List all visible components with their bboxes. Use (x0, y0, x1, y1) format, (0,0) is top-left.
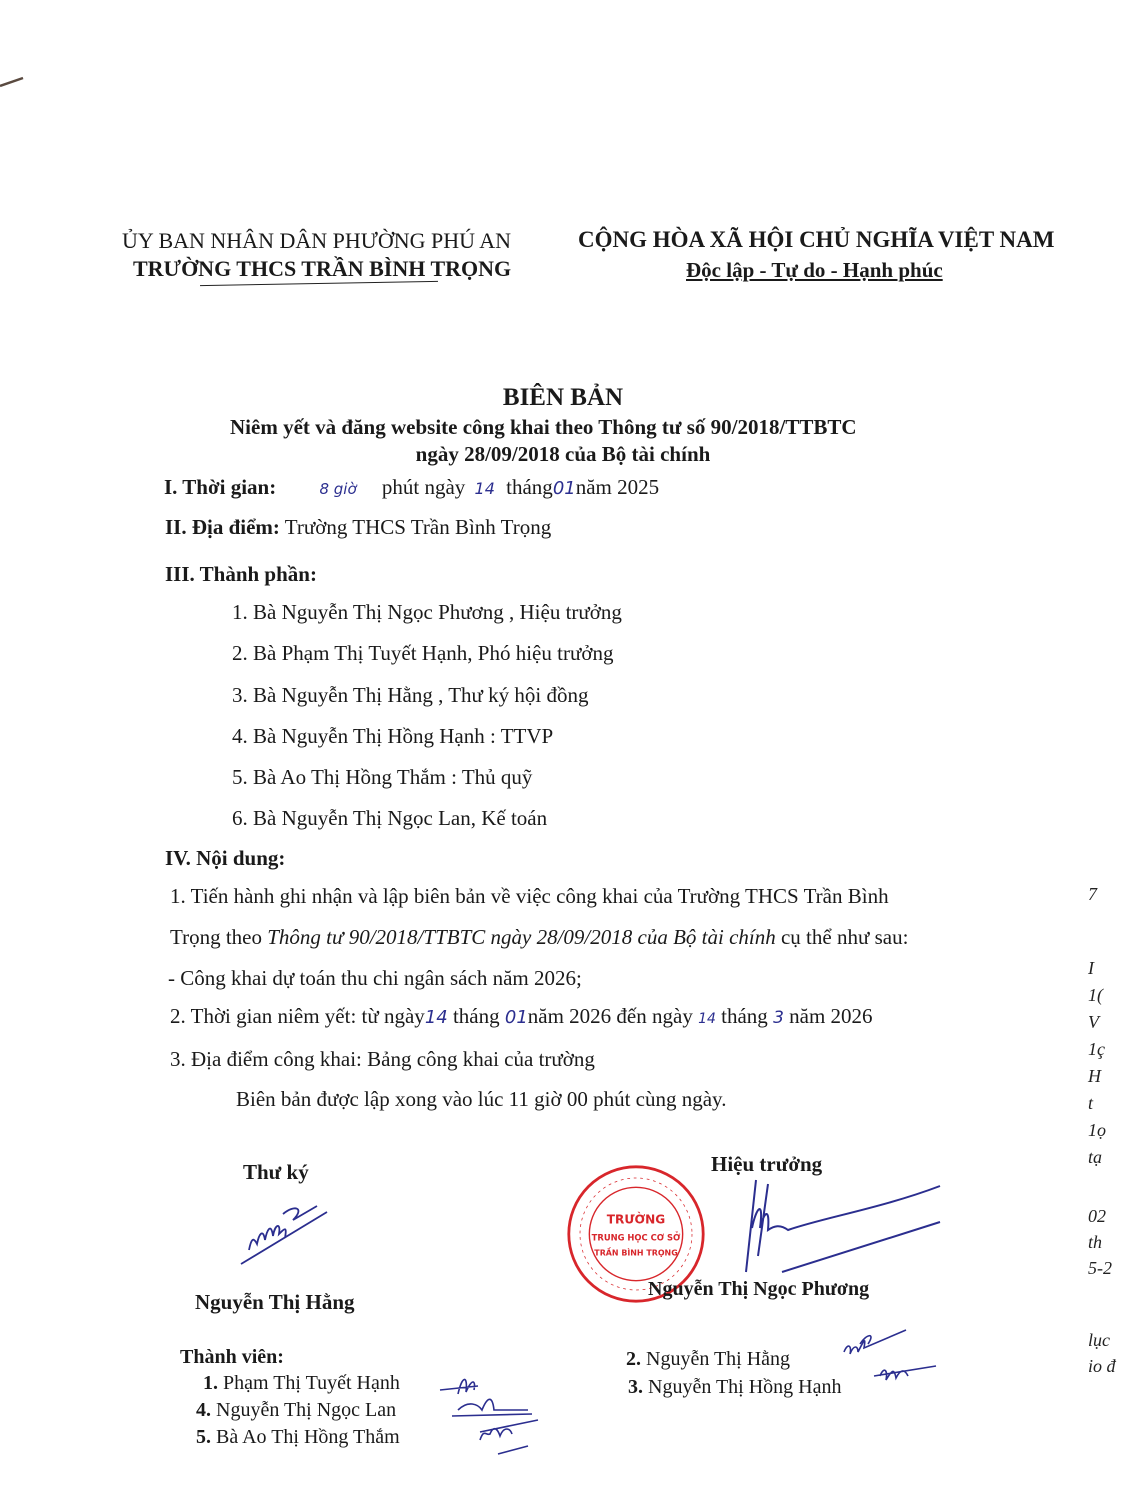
edge-fragment: 02 (1088, 1206, 1106, 1226)
document-subtitle-1: Niêm yết và đăng website công khai theo Thông tư số 90/2018/TTBTC (230, 415, 857, 439)
header-motto: Độc lập - Tự do - Hạnh phúc (686, 258, 943, 282)
edge-fragment: t (1088, 1093, 1094, 1113)
handwritten-end-day: 14 (698, 1011, 716, 1027)
secretary-label: Thư ký (243, 1160, 309, 1184)
content-text: năm 2026 đến ngày (527, 1004, 699, 1028)
content-item-2 (170, 1004, 873, 1029)
member-signature-row (203, 1372, 400, 1395)
handwritten-start-day: 14 (424, 1007, 448, 1028)
principal-signature (712, 1176, 942, 1276)
member-signature-row (196, 1399, 396, 1422)
document-title: BIÊN BẢN (502, 384, 624, 411)
edge-fragment: io đ (1088, 1356, 1116, 1376)
member-item: 5. Bà Ao Thị Hồng Thắm : Thủ quỹ (232, 765, 533, 789)
edge-fragment: 1( (1088, 985, 1103, 1005)
header-national-title: CỘNG HÒA XÃ HỘI CHỦ NGHĨA VIỆT NAM (578, 227, 1055, 252)
content-text: tháng (715, 1004, 774, 1028)
handwritten-hour: 8 giờ (319, 480, 357, 498)
member-signature-row (626, 1348, 790, 1371)
member-item: 4. Bà Nguyễn Thị Hồng Hạnh : TTVP (232, 724, 554, 748)
secretary-name: Nguyễn Thị Hằng (195, 1290, 355, 1314)
stamp-line-1: TRƯỜNG (606, 1212, 666, 1227)
section-content-label: IV. Nội dung: (165, 846, 286, 870)
edge-fragment: th (1088, 1232, 1103, 1252)
stamp-line-3: TRẦN BÌNH TRỌNG (594, 1248, 678, 1258)
time-month-text: tháng (506, 475, 553, 499)
content-item-3: 3. Địa điểm công khai: Bảng công khai của trường (170, 1047, 595, 1071)
header-school: TRƯỜNG THCS TRẦN BÌNH TRỌNG (133, 256, 512, 281)
header-authority: ỦY BAN NHÂN DÂN PHƯỜNG PHÚ AN (122, 228, 512, 253)
content-text: năm 2026 (783, 1004, 873, 1028)
members-right-signatures (836, 1326, 946, 1386)
section-time-label: I. Thời gian: (164, 475, 277, 499)
document-subtitle-2: ngày 28/09/2018 của Bộ tài chính (415, 442, 711, 466)
content-circular-reference: Thông tư 90/2018/TTBTC ngày 28/09/2018 của Bộ tài chính (267, 925, 776, 949)
content-item-1-line-2 (170, 925, 908, 950)
handwritten-day: 14 (474, 479, 495, 498)
members-label: Thành viên: (180, 1346, 284, 1368)
member-item: 1. Bà Nguyễn Thị Ngọc Phương , Hiệu trưởng (232, 600, 622, 624)
stamp-line-2: TRUNG HỌC CƠ SỞ (591, 1232, 681, 1243)
edge-fragment: 1ọ (1088, 1120, 1106, 1140)
secretary-signature (235, 1192, 345, 1272)
section-place (165, 515, 551, 540)
member-item: 2. Bà Phạm Thị Tuyết Hạnh, Phó hiệu trưởng (232, 641, 614, 665)
content-text: cụ thể như sau: (775, 925, 909, 949)
section-place-label: II. Địa điểm: (165, 515, 280, 539)
edge-fragment: 5-2 (1088, 1258, 1112, 1278)
members-signatures (438, 1370, 548, 1460)
handwritten-month: 01 (552, 478, 576, 499)
member-item: 3. Bà Nguyễn Thị Hằng , Thư ký hội đồng (232, 683, 589, 707)
member-signature-row (628, 1376, 842, 1399)
member-item: 6. Bà Nguyễn Thị Ngọc Lan, Kế toán (232, 806, 548, 830)
time-minute-text: phút ngày (381, 475, 466, 499)
section-time (164, 475, 659, 500)
content-text: tháng (447, 1004, 505, 1028)
edge-fragment: tạ (1088, 1147, 1103, 1167)
member-number: 4. (196, 1399, 211, 1421)
principal-name: Nguyễn Thị Ngọc Phương (648, 1278, 870, 1300)
edge-fragment: lục (1088, 1330, 1110, 1350)
member-number: 3. (628, 1376, 643, 1398)
member-number: 2. (626, 1348, 641, 1370)
member-number: 1. (203, 1372, 218, 1394)
member-name: Nguyễn Thị Hồng Hạnh (643, 1376, 842, 1398)
section-place-value: Trường THCS Trần Bình Trọng (284, 515, 552, 539)
handwritten-start-month: 01 (504, 1007, 528, 1028)
member-name: Nguyễn Thị Hằng (641, 1348, 791, 1370)
edge-fragment: I (1088, 958, 1094, 978)
handwritten-end-month: 3 (773, 1008, 784, 1028)
member-number: 5. (196, 1426, 211, 1448)
closing-statement: Biên bản được lập xong vào lúc 11 giờ 00 phút cùng ngày. (236, 1087, 727, 1111)
principal-label: Hiệu trưởng (711, 1152, 823, 1176)
member-name: Nguyễn Thị Ngọc Lan (211, 1399, 397, 1421)
content-text: 2. Thời gian niêm yết: từ ngày (170, 1004, 425, 1028)
scan-mark (0, 70, 30, 90)
member-name: Phạm Thị Tuyết Hạnh (218, 1372, 400, 1394)
edge-fragment: 7 (1088, 884, 1097, 904)
content-text: Trọng theo (170, 925, 268, 949)
content-item-1-line-3: - Công khai dự toán thu chi ngân sách năm 2026; (168, 966, 582, 990)
member-name: Bà Ao Thị Hồng Thắm (211, 1426, 400, 1448)
edge-fragment: V (1088, 1012, 1099, 1032)
content-item-1-line-1: 1. Tiến hành ghi nhận và lập biên bản về việc công khai của Trường THCS Trần Bình (170, 884, 889, 908)
member-signature-row (196, 1426, 400, 1449)
section-members-label: III. Thành phần: (165, 562, 317, 586)
edge-fragment: H (1088, 1066, 1101, 1086)
time-year-text: năm 2025 (575, 475, 660, 499)
edge-fragment: 1ç (1088, 1039, 1105, 1059)
